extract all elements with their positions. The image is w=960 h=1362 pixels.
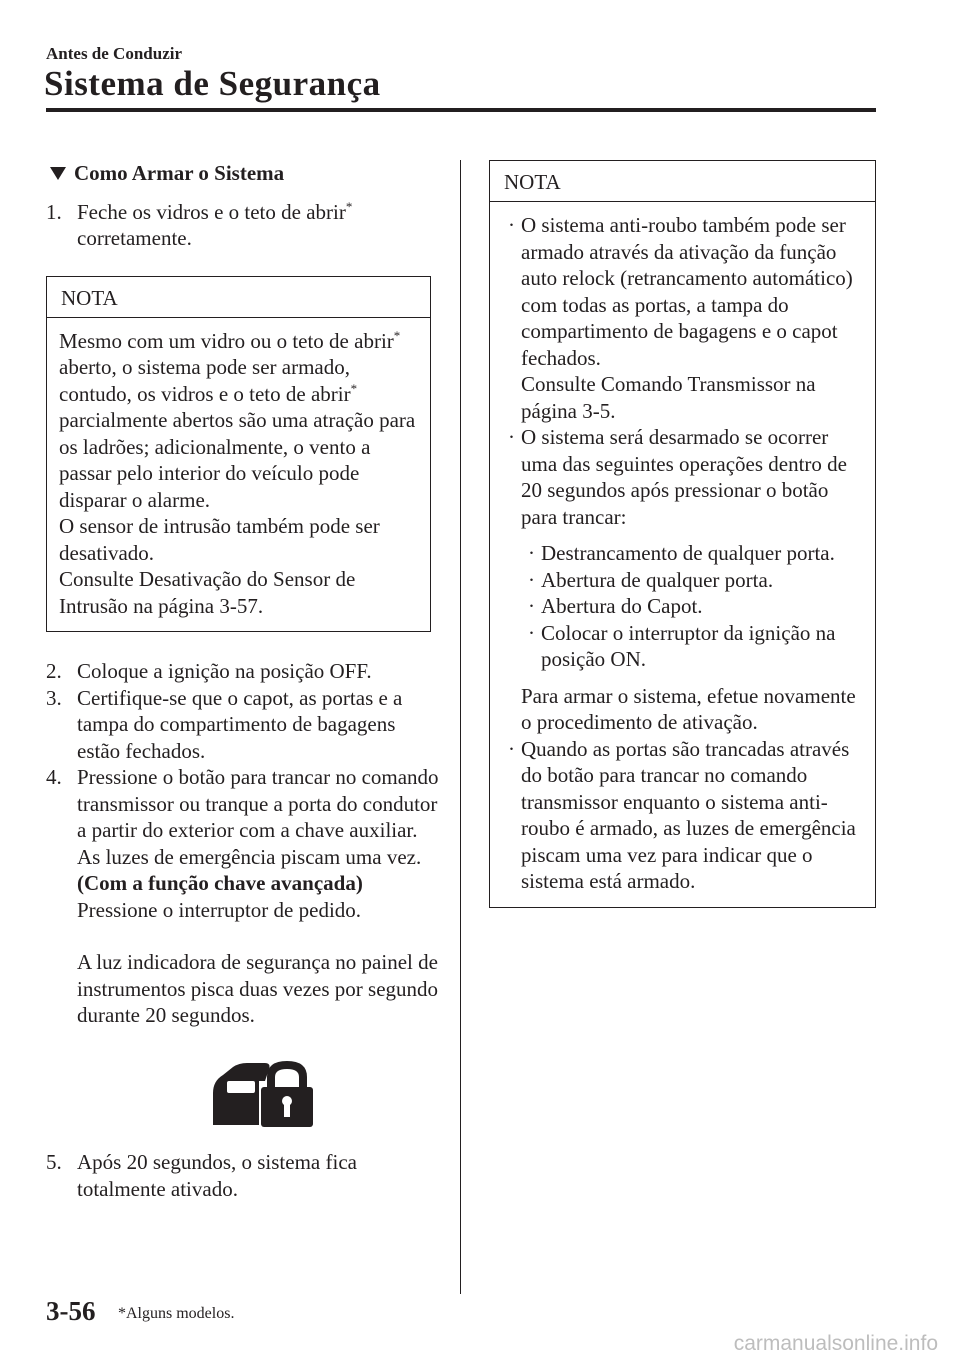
step-number: 1.	[46, 199, 62, 224]
sub-list-text: Abertura de qualquer porta.	[541, 567, 774, 592]
note-paragraph: Para armar o sistema, efetue novamente o procedimento de ativação.	[521, 683, 856, 734]
bullet-text: Quando as portas são trancadas através do botão para trancar no comando transmissor enquanto o sistema anti-roubo é armado, as luzes de emergência piscam uma vez para indicar que o sistema está armado.	[521, 736, 856, 893]
note-label: NOTA	[47, 277, 430, 318]
bullet-dot-icon: ·	[508, 736, 515, 761]
step-text: Pressione o interruptor de pedido.	[77, 897, 362, 922]
header-rule	[46, 108, 876, 112]
page-title: Sistema de Segurança	[44, 64, 381, 103]
sub-list-item	[522, 540, 863, 567]
bullet-dot-icon: ·	[528, 541, 535, 565]
bullet-text: O sistema anti-roubo também pode ser armado através da ativação da função auto relock (retrancamento automático) com todas as portas, a tampa do compartimento de bagagens e o capot fechados.	[521, 213, 853, 370]
security-indicator-figure	[46, 1059, 441, 1136]
triangle-bullet-icon	[50, 167, 66, 180]
note-bullet	[502, 736, 863, 895]
sub-list-item	[522, 567, 863, 594]
note-text: aberto, o sistema pode ser armado, contudo, os vidros e o teto de abrir	[59, 355, 351, 406]
asterisk-mark: *	[345, 198, 353, 214]
step-text: A luz indicadora de segurança no painel de instrumentos pisca duas vezes por segundo durante 20 segundos.	[77, 950, 439, 1027]
left-column	[46, 160, 441, 1202]
step-number: 2.	[46, 659, 62, 683]
sub-list-text: Colocar o interruptor da ignição na posição ON.	[541, 620, 836, 671]
note-text: parcialmente abertos são uma atração para os ladrões; adicionalmente, o vento a passar pelo interior do veículo pode disparar o alarme.	[59, 408, 416, 512]
bullet-dot-icon: ·	[528, 620, 535, 645]
watermark: carmanualsonline.info	[733, 1332, 938, 1355]
right-column	[489, 160, 877, 908]
page-number: 3-56	[46, 1296, 96, 1326]
step-subheading: (Com a função chave avançada)	[77, 871, 363, 895]
step-1	[46, 199, 441, 252]
sub-list-item	[522, 593, 863, 620]
sub-list-item	[522, 620, 863, 673]
note-paragraph: Consulte Desativação do Sensor de Intrusão na página 3-57.	[59, 567, 356, 618]
note-body	[47, 318, 430, 632]
footnote: *Alguns modelos.	[118, 1305, 235, 1322]
note-text: Mesmo com um vidro ou o teto de abrir	[59, 328, 394, 353]
step-number: 4.	[46, 765, 62, 789]
section-title: Como Armar o Sistema	[74, 161, 285, 185]
note-bullet	[502, 212, 863, 424]
note-paragraph	[59, 328, 418, 514]
sub-list	[502, 540, 863, 673]
step-text-part: Feche os vidros e o teto de abrir	[77, 199, 346, 224]
step-text-part: corretamente.	[77, 226, 192, 250]
note-paragraph: O sensor de intrusão também pode ser desativado.	[59, 514, 380, 565]
step-2	[46, 658, 441, 685]
step-text	[77, 199, 441, 252]
bullet-text: Consulte Comando Transmissor na página 3-5.	[521, 372, 816, 423]
step-text: Pressione o botão para trancar no comando transmissor ou tranque a porta do condutor a partir do exterior com a chave auxiliar.	[77, 765, 439, 842]
step-text: Certifique-se que o capot, as portas e a tampa do compartimento de bagagens estão fechados.	[77, 685, 403, 763]
bullet-dot-icon: ·	[528, 567, 535, 592]
step-text: Após 20 segundos, o sistema fica totalmente ativado.	[77, 1150, 357, 1201]
note-box	[489, 160, 876, 908]
bullet-dot-icon: ·	[508, 425, 515, 449]
step-number: 3.	[46, 685, 62, 710]
step-text: As luzes de emergência piscam uma vez.	[77, 844, 422, 869]
asterisk-mark: *	[350, 380, 358, 396]
bullet-text-block	[521, 212, 863, 424]
sub-list-text: Abertura do Capot.	[541, 594, 703, 618]
bullet-dot-icon: ·	[508, 213, 515, 237]
sub-list-text: Destrancamento de qualquer porta.	[541, 541, 835, 565]
step-3	[46, 685, 441, 765]
note-label: NOTA	[490, 161, 875, 202]
step-5	[46, 1149, 441, 1202]
section-heading	[46, 160, 441, 187]
note-box	[46, 276, 431, 633]
asterisk-mark: *	[393, 327, 401, 343]
bullet-dot-icon: ·	[528, 594, 535, 618]
step-4	[46, 764, 441, 1029]
step-text: Coloque a ignição na posição OFF.	[77, 659, 372, 683]
chapter-label: Antes de Conduzir	[46, 44, 183, 63]
bullet-text: O sistema será desarmado se ocorrer uma das seguintes operações dentro de 20 segundos após pressionar o botão para trancar:	[521, 425, 847, 529]
column-divider	[460, 160, 461, 1294]
step-text-block	[77, 764, 441, 1029]
note-body	[490, 202, 875, 907]
step-number: 5.	[46, 1150, 62, 1174]
note-bullet	[502, 424, 863, 530]
security-indicator-icon	[209, 1059, 315, 1129]
